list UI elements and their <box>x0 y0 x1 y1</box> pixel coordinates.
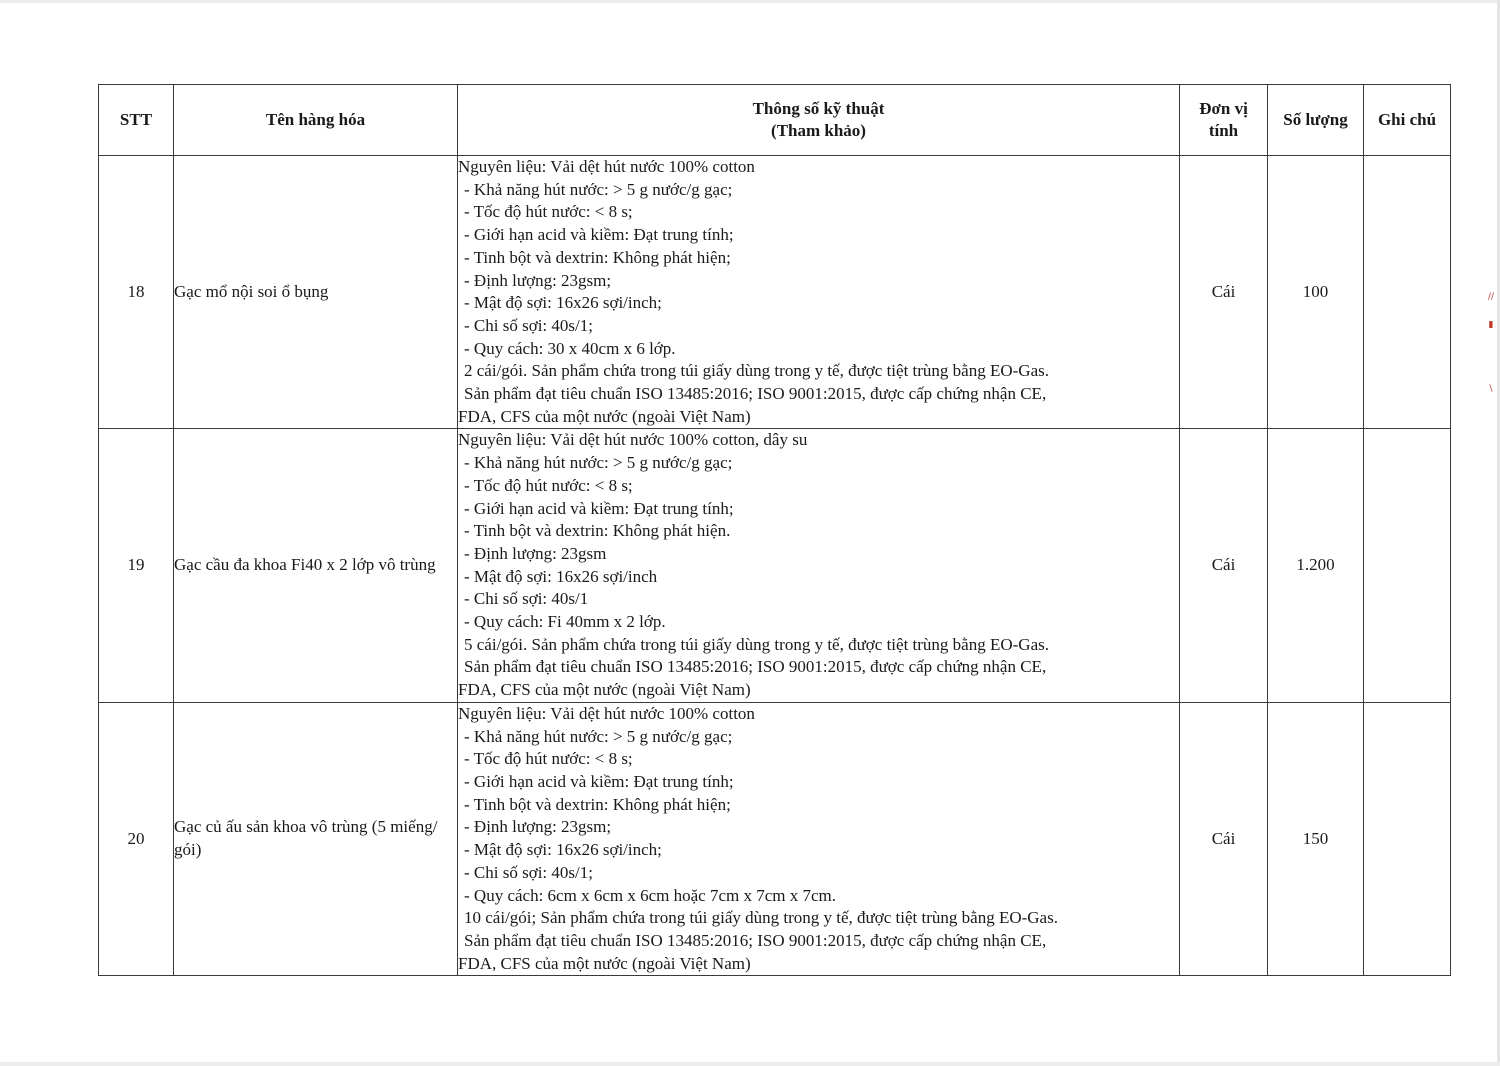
spec-line: - Quy cách: 6cm x 6cm x 6cm hoặc 7cm x 7cm x 7cm. <box>464 885 836 905</box>
spec-line: FDA, CFS của một nước (ngoài Việt Nam) <box>458 406 751 426</box>
spec-line: Nguyên liệu: Vải dệt hút nước 100% cotton <box>458 703 755 723</box>
row-note <box>1364 429 1451 702</box>
table-header-row <box>99 85 1451 156</box>
header-stt: STT <box>99 85 174 156</box>
row-unit: Cái <box>1180 429 1268 702</box>
spec-line: - Khả năng hút nước: > 5 g nước/g gạc; <box>464 179 733 199</box>
row-unit: Cái <box>1180 156 1268 429</box>
table-row <box>99 156 1451 429</box>
row-stt: 19 <box>99 429 174 702</box>
table-row <box>99 429 1451 702</box>
row-unit: Cái <box>1180 702 1268 975</box>
row-product-name: Gạc củ ấu sản khoa vô trùng (5 miếng/ gói) <box>174 702 458 975</box>
spec-line: - Giới hạn acid và kiềm: Đạt trung tính; <box>464 498 734 518</box>
spec-line: - Chi số sợi: 40s/1 <box>464 589 589 609</box>
red-stamp-fragment-icon: \ <box>1489 384 1493 394</box>
spec-line: Sản phẩm đạt tiêu chuẩn ISO 13485:2016; ISO 9001:2015, được cấp chứng nhận CE, <box>464 930 1047 950</box>
row-product-name: Gạc mổ nội soi ổ bụng <box>174 156 458 429</box>
header-product-name: Tên hàng hóa <box>174 85 458 156</box>
spec-line: - Khả năng hút nước: > 5 g nước/g gạc; <box>464 453 733 473</box>
row-specification <box>458 702 1180 975</box>
specification-table <box>98 84 1451 976</box>
row-quantity: 150 <box>1268 702 1364 975</box>
row-stt: 20 <box>99 702 174 975</box>
row-specification <box>458 156 1180 429</box>
header-note: Ghi chú <box>1364 85 1451 156</box>
row-note <box>1364 156 1451 429</box>
spec-line: FDA, CFS của một nước (ngoài Việt Nam) <box>458 953 751 973</box>
spec-line: - Định lượng: 23gsm; <box>464 270 612 290</box>
spec-line: Sản phẩm đạt tiêu chuẩn ISO 13485:2016; ISO 9001:2015, được cấp chứng nhận CE, <box>464 384 1047 404</box>
row-stt: 18 <box>99 156 174 429</box>
spec-line: - Tinh bột và dextrin: Không phát hiện. <box>464 521 731 541</box>
spec-line: - Tinh bột và dextrin: Không phát hiện; <box>464 247 731 267</box>
red-stamp-fragment-icon: // <box>1487 292 1495 302</box>
spec-line: 5 cái/gói. Sản phẩm chứa trong túi giấy dùng trong y tế, được tiệt trùng bằng EO-Gas. <box>464 634 1049 654</box>
table-row <box>99 702 1451 975</box>
spec-line: - Mật độ sợi: 16x26 sợi/inch; <box>464 293 662 313</box>
spec-line: Sản phẩm đạt tiêu chuẩn ISO 13485:2016; ISO 9001:2015, được cấp chứng nhận CE, <box>464 657 1047 677</box>
row-quantity: 1.200 <box>1268 429 1364 702</box>
spec-line: - Tốc độ hút nước: < 8 s; <box>464 749 633 769</box>
spec-line: - Giới hạn acid và kiềm: Đạt trung tính; <box>464 771 734 791</box>
spec-line: - Mật độ sợi: 16x26 sợi/inch; <box>464 840 662 860</box>
spec-line: - Tốc độ hút nước: < 8 s; <box>464 475 633 495</box>
spec-line: - Quy cách: 30 x 40cm x 6 lớp. <box>464 338 676 358</box>
spec-line: - Tốc độ hút nước: < 8 s; <box>464 202 633 222</box>
spec-line: - Khả năng hút nước: > 5 g nước/g gạc; <box>464 726 733 746</box>
spec-line: Nguyên liệu: Vải dệt hút nước 100% cotton, dây su <box>458 430 808 450</box>
page-top-edge <box>0 0 1500 3</box>
spec-line: FDA, CFS của một nước (ngoài Việt Nam) <box>458 680 751 700</box>
spec-line: - Định lượng: 23gsm <box>464 543 607 563</box>
header-quantity: Số lượng <box>1268 85 1364 156</box>
spec-line: - Chi số sợi: 40s/1; <box>464 315 593 335</box>
header-unit: Đơn vị tính <box>1180 85 1268 156</box>
row-note <box>1364 702 1451 975</box>
spec-line: - Mật độ sợi: 16x26 sợi/inch <box>464 566 658 586</box>
spec-line: - Tinh bột và dextrin: Không phát hiện; <box>464 794 731 814</box>
red-stamp-fragment-icon: ▮ <box>1488 320 1494 330</box>
row-product-name: Gạc cầu đa khoa Fi40 x 2 lớp vô trùng <box>174 429 458 702</box>
spec-line: - Giới hạn acid và kiềm: Đạt trung tính; <box>464 225 734 245</box>
row-specification <box>458 429 1180 702</box>
spec-line: - Định lượng: 23gsm; <box>464 817 612 837</box>
page-bottom-edge <box>0 1062 1500 1066</box>
spec-line: 2 cái/gói. Sản phẩm chứa trong túi giấy dùng trong y tế, được tiệt trùng bằng EO-Gas. <box>464 361 1049 381</box>
header-specification: Thông số kỹ thuật (Tham khảo) <box>458 85 1180 156</box>
spec-line: Nguyên liệu: Vải dệt hút nước 100% cotton <box>458 157 755 176</box>
row-quantity: 100 <box>1268 156 1364 429</box>
spec-line: - Chi số sợi: 40s/1; <box>464 862 593 882</box>
spec-line: - Quy cách: Fi 40mm x 2 lớp. <box>464 612 666 632</box>
spec-line: 10 cái/gói; Sản phẩm chứa trong túi giấy dùng trong y tế, được tiệt trùng bằng EO-Gas. <box>464 908 1058 928</box>
